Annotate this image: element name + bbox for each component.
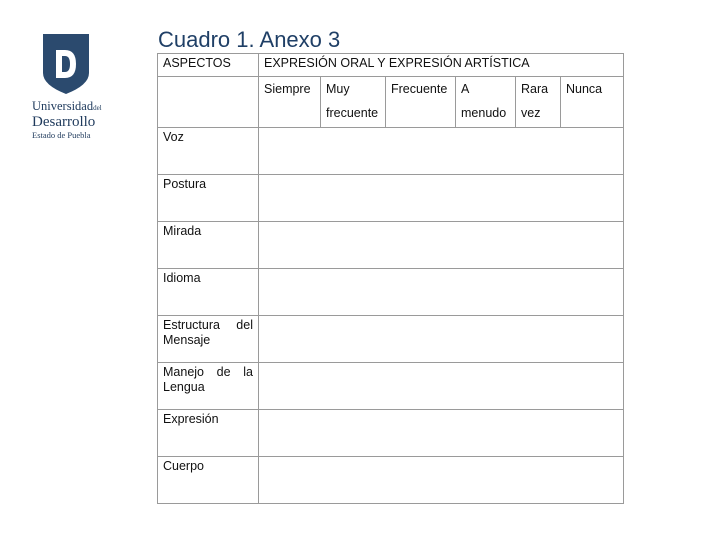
- aspects-header: ASPECTOS: [158, 54, 259, 77]
- logo-line3: Estado de Puebla: [32, 130, 91, 140]
- table-row: [158, 269, 624, 316]
- logo-line2: Desarrollo: [32, 114, 96, 130]
- aspect-label: Expresión: [158, 410, 259, 457]
- frequency-header: Muy frecuente: [321, 77, 386, 128]
- aspect-label: Mirada: [158, 222, 259, 269]
- group-header: EXPRESIÓN ORAL Y EXPRESIÓN ARTÍSTICA: [259, 54, 624, 77]
- rating-cell[interactable]: [259, 175, 624, 222]
- aspect-label: Cuerpo: [158, 457, 259, 504]
- page-title: Cuadro 1. Anexo 3: [158, 27, 341, 52]
- frequency-header: Frecuente: [386, 77, 456, 128]
- shield-d-icon: [42, 33, 90, 95]
- evaluation-table: [157, 53, 624, 504]
- aspect-label: Postura: [158, 175, 259, 222]
- table-row: [158, 175, 624, 222]
- rating-cell[interactable]: [259, 128, 624, 175]
- table-row: [158, 222, 624, 269]
- rating-cell[interactable]: [259, 269, 624, 316]
- aspect-label: Voz: [158, 128, 259, 175]
- logo-line1: Universidad: [32, 99, 94, 113]
- table-row: [158, 128, 624, 175]
- frequency-header: A menudo: [456, 77, 516, 128]
- header-empty-cell: [158, 77, 259, 128]
- rating-cell[interactable]: [259, 222, 624, 269]
- rating-cell[interactable]: [259, 457, 624, 504]
- table-row: [158, 363, 624, 410]
- table-row: [158, 410, 624, 457]
- aspect-label: Idioma: [158, 269, 259, 316]
- university-name: [32, 100, 137, 140]
- logo-line1-small: del: [93, 104, 102, 112]
- rating-cell[interactable]: [259, 363, 624, 410]
- frequency-header: Nunca: [561, 77, 624, 128]
- frequency-header: Rara vez: [516, 77, 561, 128]
- table-row: [158, 457, 624, 504]
- rating-cell[interactable]: [259, 410, 624, 457]
- rating-cell[interactable]: [259, 316, 624, 363]
- table-row: [158, 316, 624, 363]
- frequency-header: Siempre: [259, 77, 321, 128]
- aspect-label: Manejo de la Lengua: [158, 363, 259, 410]
- aspect-label: Estructura del Mensaje: [158, 316, 259, 363]
